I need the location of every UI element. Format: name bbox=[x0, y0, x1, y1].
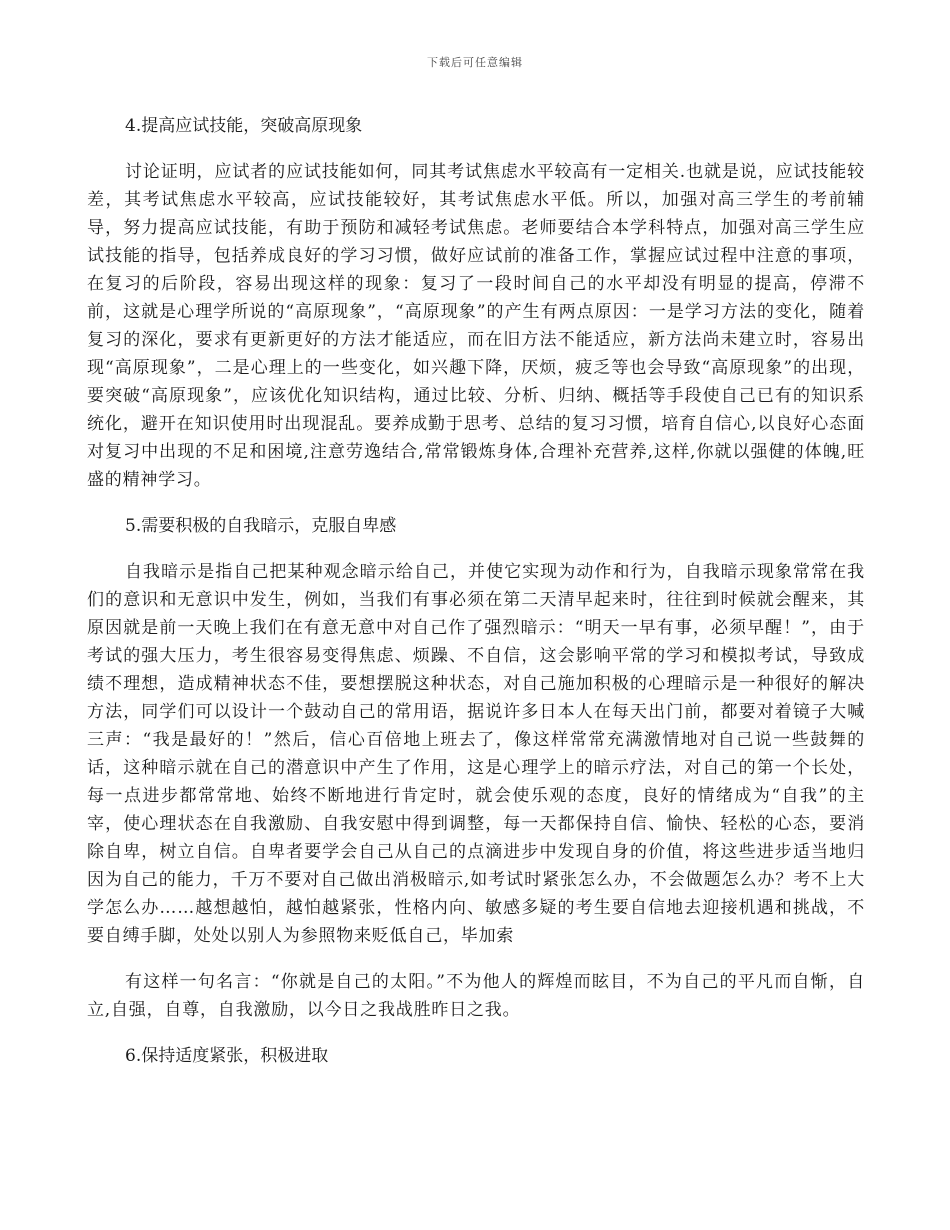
section-5-paragraph-1: 自我暗示是指自己把某种观念暗示给自己，并使它实现为动作和行为，自我暗示现象常常在我们的意识和无意识中发生，例如，当我们有事必须在第二天清早起来时，往往到时候就会醒来，其原因就是前一天晚上我们在有意无意中对自己作了强烈暗示：“明天一早有事，必须早醒！”，由于考试的强大压力，考生很容易变得焦虑、烦躁、不自信，这会影响平常的学习和模拟考试，导致成绩不理想，造成精神状态不佳，要想摆脱这种状态，对自己施加积极的心理暗示是一种很好的解决方法，同学们可以设计一个鼓动自己的常用语，据说许多日本人在每天出门前，都要对着镜子大喊三声：“我是最好的！”然后，信心百倍地上班去了，像这样常常充满激情地对自己说一些鼓舞的话，这种暗示就在自己的潜意识中产生了作用，这是心理学上的暗示疗法，对自己的第一个长处，每一点进步都常常地、始终不断地进行肯定时，就会使乐观的态度，良好的情绪成为“自我”的主宰，使心理状态在自我激励、自我安慰中得到调整，每一天都保持自信、愉快、轻松的心态，要消除自卑，树立自信。自卑者要学会自己从自己的点滴进步中发现自身的价值，将这些进步适当地归因为自己的能力，千万不要对自己做出消极暗示,如考试时紧张怎么办，不会做题怎么办？考不上大学怎么办……越想越怕，越怕越紧张，性格内向、敏感多疑的考生要自信地去迎接机遇和挑战，不要自缚手脚，处处以别人为参照物来贬低自己，毕加索 bbox=[87, 562, 865, 946]
section-4-paragraph: 讨论证明，应试者的应试技能如何，同其考试焦虑水平较高有一定相关.也就是说，应试技能较差，其考试焦虑水平较高，应试技能较好，其考试焦虑水平低。所以，加强对高三学生的考前辅导，努力提高应试技能，有助于预防和减轻考试焦虑。老师要结合本学科特点，加强对高三学生应试技能的指导，包括养成良好的学习习惯，做好应试前的准备工作，掌握应试过程中注意的事项，在复习的后阶段，容易出现这样的现象：复习了一段时间自己的水平却没有明显的提高，停滞不前，这就是心理学所说的“高原现象”，“高原现象”的产生有两点原因：一是学习方法的变化，随着复习的深化，要求有更新更好的方法才能适应，而在旧方法不能适应，新方法尚未建立时，容易出现“高原现象”，二是心理上的一些变化，如兴趣下降，厌烦，疲乏等也会导致“高原现象”的出现，要突破“高原现象”，应该优化知识结构，通过比较、分析、归纳、概括等手段使自己已有的知识系统化，避开在知识使用时出现混乱。要养成勤于思考、总结的复习习惯，培育自信心,以良好心态面对复习中出现的不足和困境,注意劳逸结合,常常锻炼身体,合理补充营养,这样,你就以强健的体魄,旺盛的精神学习。 bbox=[87, 162, 865, 490]
page-header: 下载后可任意编辑 bbox=[427, 56, 523, 69]
section-6-heading: 6.保持适度紧张，积极进取 bbox=[125, 1046, 329, 1066]
document-body bbox=[87, 112, 865, 1088]
section-5-heading: 5.需要积极的自我暗示，克服自卑感 bbox=[125, 516, 397, 536]
section-5-paragraph-2: 有这样一句名言：“你就是自己的太阳。”不为他人的辉煌而眩目，不为自己的平凡而自惭，自立,自强，自尊，自我激励，以今日之我战胜昨日之我。 bbox=[87, 972, 865, 1020]
section-4-heading: 4.提高应试技能，突破高原现象 bbox=[125, 116, 363, 136]
